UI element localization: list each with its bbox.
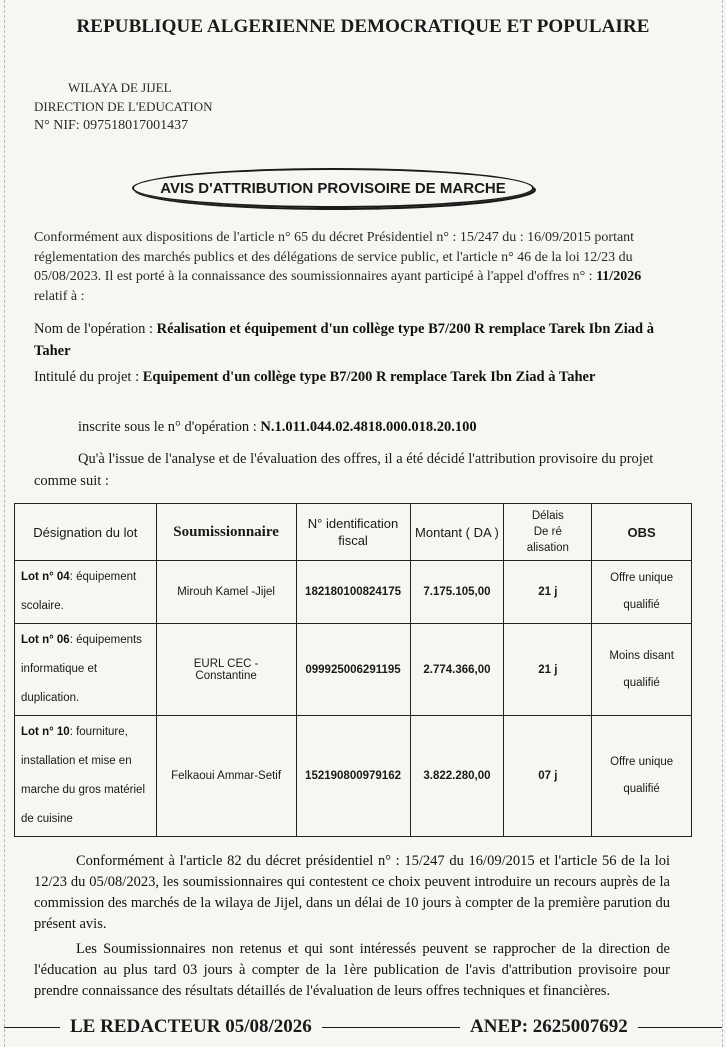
header-delai-line-2: De ré [533, 526, 562, 538]
header-montant: Montant ( DA ) [410, 504, 504, 561]
lot-label: Lot n° 10 [21, 726, 70, 738]
lot-label: Lot n° 06 [21, 634, 70, 646]
intro-line-3 [34, 267, 670, 287]
decision-line-1: Qu'à l'issue de l'analyse et de l'évaluation des offres, il a été décidé l'attribution provisoire du projet [78, 451, 654, 467]
delai-cell: 07 j [504, 716, 592, 837]
lot-designation [15, 624, 157, 716]
operation-name-value: Réalisation et équipement d'un collège type B7/200 R remplace Tarek Ibn Ziad à Taher [34, 321, 654, 359]
obs-cell: Offre unique qualifié [592, 561, 692, 624]
issuer-block [34, 78, 213, 135]
operation-name [34, 318, 674, 362]
header-lot: Désignation du lot [15, 504, 157, 561]
header-delai-line-1: Délais [531, 510, 564, 522]
offer-number: 11/2026 [596, 269, 642, 284]
intro-line-3-text: 05/08/2023. Il est porté à la connaissance des soumissionnaires ayant participé à l'appel d'offres n° : [34, 269, 593, 284]
obs-cell: Offre unique qualifié [592, 716, 692, 837]
soumissionnaire-cell: Felkaoui Ammar-Setif [156, 716, 296, 837]
header-delai [504, 504, 592, 561]
issuer-nif: N° NIF: 097518017001437 [34, 118, 189, 133]
nif-cell: 099925006291195 [296, 624, 410, 716]
lot-label: Lot n° 04 [21, 571, 70, 583]
obs-cell: Moins disant qualifié [592, 624, 692, 716]
anep-reference: ANEP: 2625007692 [460, 1016, 638, 1038]
lot-description: : fourniture, installation et mise en marche du gros matériel de cuisine [21, 726, 145, 825]
notice-title: AVIS D'ATTRIBUTION PROVISOIRE DE MARCHE [132, 168, 534, 208]
header-soumissionnaire: Soumissionnaire [156, 504, 296, 561]
project-title-label: Intitulé du projet : [34, 369, 140, 385]
table-row [15, 716, 692, 837]
wilaya-name: WILAYA DE JIJEL [68, 80, 172, 95]
decision-paragraph [34, 448, 670, 492]
lot-description: : équipements informatique et duplication. [21, 634, 142, 704]
lot-designation [15, 561, 157, 624]
header-nif: N° identification fiscal [296, 504, 410, 561]
lot-description: : équipement scolaire. [21, 571, 137, 612]
header-delai-line-3: alisation [526, 542, 569, 554]
margin-dash-left [4, 0, 5, 1047]
operation-number-value: N.1.011.044.02.4818.000.018.20.100 [260, 419, 477, 435]
soumissionnaire-cell: Mirouh Kamel -Jijel [156, 561, 296, 624]
intro-line-2: réglementation des marchés publics et des délégations de service public, et l'article n° 46 de la loi 12/23 du [34, 249, 633, 265]
lot-designation [15, 716, 157, 837]
soumissionnaire-cell: EURL CEC - Constantine [156, 624, 296, 716]
montant-cell: 2.774.366,00 [410, 624, 504, 716]
operation-number-label: inscrite sous le n° d'opération : [78, 419, 257, 435]
operation-name-label: Nom de l'opération : [34, 321, 153, 337]
intro-paragraph [34, 228, 670, 306]
montant-cell: 3.822.280,00 [410, 716, 504, 837]
nif-cell: 152190800979162 [296, 716, 410, 837]
delai-cell: 21 j [504, 624, 592, 716]
consultation-paragraph: Les Soumissionnaires non retenus et qui sont intéressés peuvent se rapprocher de la direction de l'éducation au plus tard 03 jours à compter de la 1ère publication de l'avis d'attribution provisoire pour prendre connaissance des résultats détaillés de l'évaluation de leurs offres techniques et financières. [34, 941, 670, 999]
table-row [15, 561, 692, 624]
delai-cell: 21 j [504, 561, 592, 624]
legal-footer [34, 851, 670, 1006]
intro-line-1: Conformément aux dispositions de l'article n° 65 du décret Présidentiel n° : 15/247 du : 16/09/2015 portant [34, 230, 635, 245]
republic-heading: REPUBLIQUE ALGERIENNE DEMOCRATIQUE ET POPULAIRE [76, 16, 650, 37]
project-title-value: Equipement d'un collège type B7/200 R remplace Tarek Ibn Ziad à Taher [142, 369, 596, 385]
operation-number [78, 416, 718, 438]
header-obs: OBS [592, 504, 692, 561]
redacteur-signature: LE REDACTEUR 05/08/2026 [60, 1016, 322, 1038]
attribution-table [14, 503, 692, 837]
recourse-paragraph: Conformément à l'article 82 du décret présidentiel n° : 15/247 du 16/09/2015 et l'article 56 de la loi 12/23 du 05/08/2023, les soumissionnaires qui contestent ce choix peuvent introduire un recours auprès de la commission des marchés de la wilaya de Jijel, dans un délai de 10 jours à compter de la première parution du présent avis. [34, 853, 670, 932]
table-header-row [15, 504, 692, 561]
direction-name: DIRECTION DE L'EDUCATION [34, 99, 213, 114]
montant-cell: 7.175.105,00 [410, 561, 504, 624]
decision-line-2: comme suit : [34, 473, 109, 489]
project-title [34, 366, 674, 388]
intro-line-4: relatif à : [34, 288, 85, 304]
nif-cell: 182180100824175 [296, 561, 410, 624]
margin-dash-right [722, 0, 723, 1047]
table-row [15, 624, 692, 716]
